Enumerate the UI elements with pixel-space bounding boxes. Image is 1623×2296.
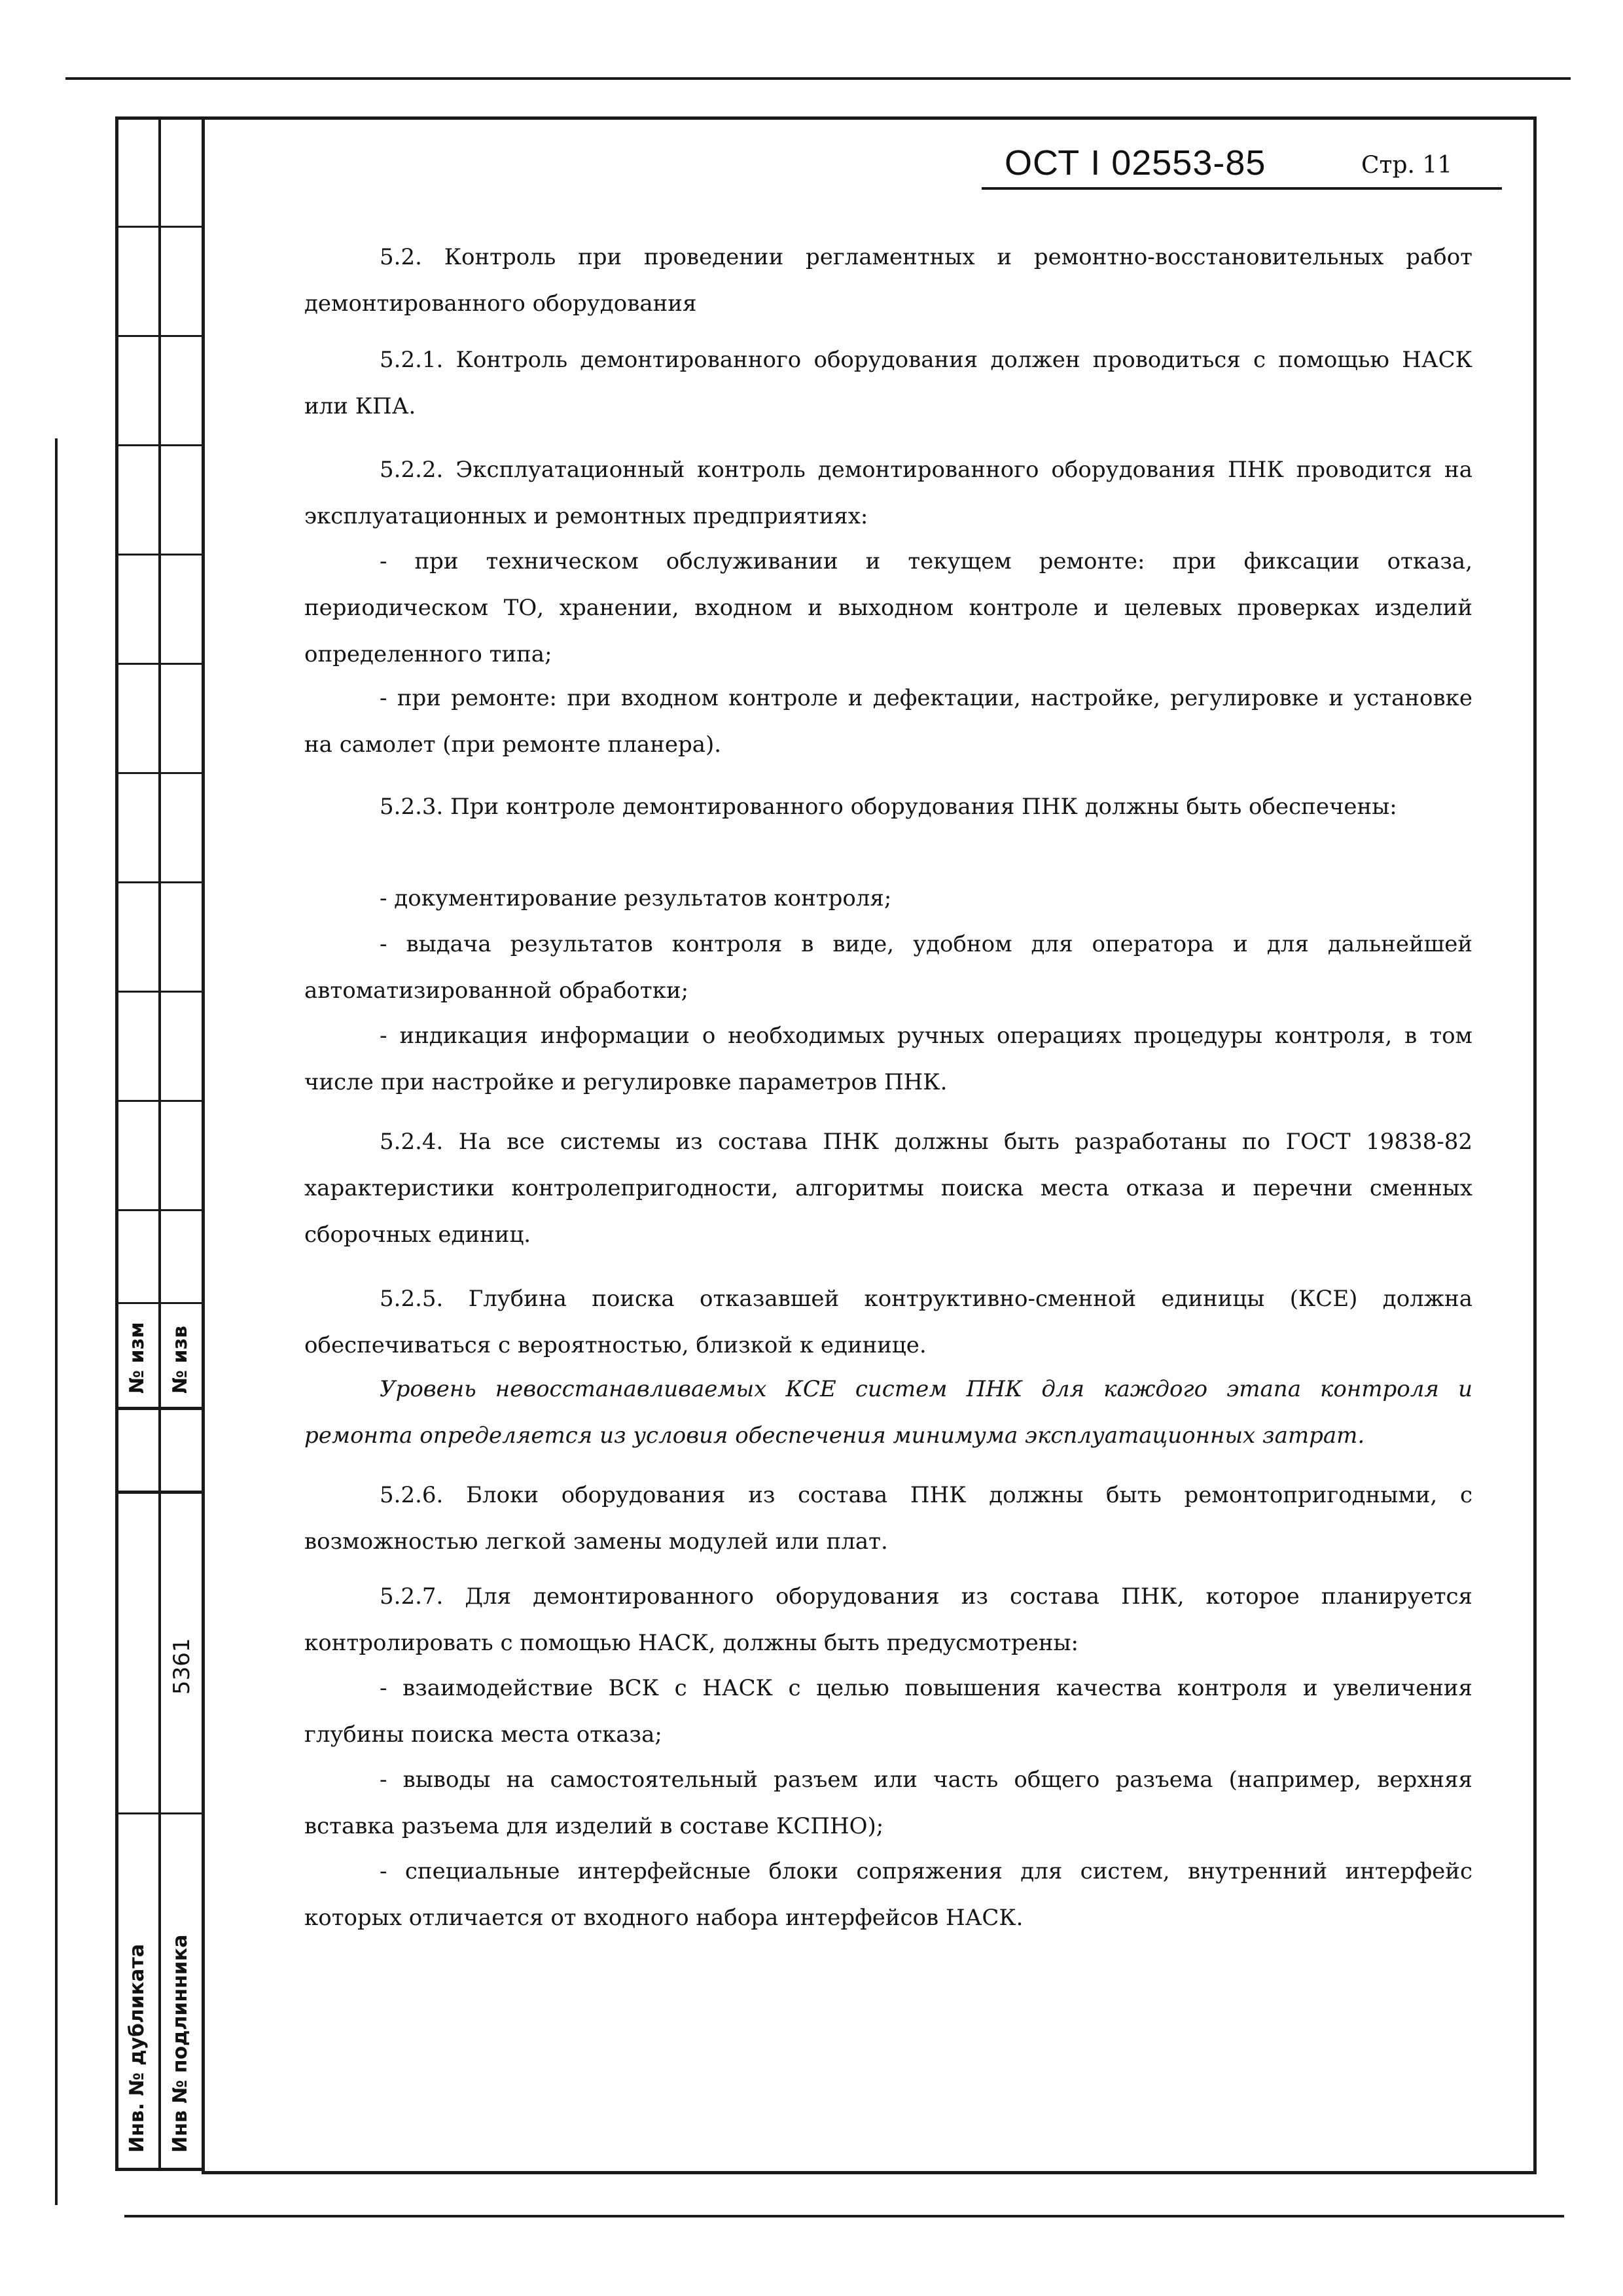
list-item: - выводы на самостоятельный разъем или часть общего разъема (например, верхняя вставка разъема для изделий в составе КСПНО); xyxy=(304,1767,1472,1839)
side-strip-bottom-line xyxy=(115,2168,204,2171)
margin-label-izm: № изм xyxy=(126,1322,149,1394)
paragraph-5-2-5: 5.2.5. Глубина поиска отказавшей контруктивно-сменной единицы (КСЕ) должна обеспечиваться с вероятностью, близкой к единице. xyxy=(304,1286,1472,1358)
paragraph-5-2-3: 5.2.3. При контроле демонтированного оборудования ПНК должны быть обеспечены: xyxy=(380,794,1397,820)
margin-cell-divider xyxy=(115,444,204,446)
margin-cell-divider xyxy=(115,772,204,774)
margin-cell-divider xyxy=(115,1302,204,1304)
margin-section-divider xyxy=(115,1407,204,1410)
paragraph-5-2-7: 5.2.7. Для демонтированного оборудования из состава ПНК, которое планируется контролировать с помощью НАСК, должны быть предусмотрены: xyxy=(304,1583,1472,1656)
margin-column-outer xyxy=(115,116,162,2168)
margin-cell-divider xyxy=(115,335,204,337)
paragraph-5-2-1: 5.2.1. Контроль демонтированного оборудования должен проводиться с помощью НАСК или КПА. xyxy=(304,347,1472,419)
margin-cell-divider xyxy=(115,554,204,556)
page-number: Стр. 11 xyxy=(1361,152,1453,179)
margin-cell-divider xyxy=(115,1100,204,1102)
margin-cell-divider xyxy=(115,881,204,883)
list-item: - документирование результатов контроля; xyxy=(380,885,892,911)
margin-cell-divider xyxy=(115,663,204,665)
margin-cell-divider xyxy=(115,991,204,993)
paragraph-5-2-6: 5.2.6. Блоки оборудования из состава ПНК должны быть ремонтопригодными, с возможностью легкой замены модулей или плат. xyxy=(304,1482,1472,1555)
margin-cell-divider xyxy=(115,1812,204,1814)
margin-label-inv-dublikata: Инв. № дубликата xyxy=(126,1943,149,2153)
paragraph-kse-level: Уровень невосстанавливаемых КСЕ систем ПНК для каждого этапа контроля и ремонта определяется из условия обеспечения минимума эксплуатационных затрат. xyxy=(304,1376,1472,1449)
paragraph-5-2-2: 5.2.2. Эксплуатационный контроль демонтированного оборудования ПНК проводится на эксплуатационных и ремонтных предприятиях: xyxy=(304,457,1472,529)
header-underline xyxy=(982,187,1502,190)
list-item: - индикация информации о необходимых ручных операциях процедуры контроля, в том числе при настройке и регулировке параметров ПНК. xyxy=(304,1023,1472,1095)
list-item: - при ремонте: при входном контроле и дефектации, настройке, регулировке и установке на самолет (при ремонте планера). xyxy=(304,685,1472,758)
margin-label-izv: № изв xyxy=(169,1326,192,1394)
margin-section-divider xyxy=(115,1491,204,1494)
bottom-border-line xyxy=(124,2215,1564,2217)
margin-cell-divider xyxy=(115,226,204,228)
left-edge-line xyxy=(55,438,58,2205)
side-strip-top-line xyxy=(115,116,204,120)
document-code: ОСТ I 02553-85 xyxy=(1005,143,1266,183)
list-item: - выдача результатов контроля в виде, удобном для оператора и для дальнейшей автоматизированной обработки; xyxy=(304,931,1472,1004)
paragraph-5-2-4: 5.2.4. На все системы из состава ПНК должны быть разработаны по ГОСТ 19838-82 характеристики контролепригодности, алгоритмы поиска места отказа и перечни сменных сборочных единиц. xyxy=(304,1129,1472,1248)
margin-label-inv-podlinnika: Инв № подлинника xyxy=(169,1934,192,2153)
margin-cell-divider xyxy=(115,1209,204,1211)
list-item: - взаимодействие ВСК с НАСК с целью повышения качества контроля и увеличения глубины поиска места отказа; xyxy=(304,1675,1472,1748)
top-border-line xyxy=(65,77,1571,80)
margin-column-inner xyxy=(158,116,204,2168)
list-item: - при техническом обслуживании и текущем ремонте: при фиксации отказа, периодическом ТО, хранении, входном и выходном контроле и целевых проверках изделий определенного типа; xyxy=(304,548,1472,667)
margin-number: 5361 xyxy=(169,1638,195,1695)
list-item: - специальные интерфейсные блоки сопряжения для систем, внутренний интерфейс которых отличается от входного набора интерфейсов НАСК. xyxy=(304,1858,1472,1931)
paragraph-5-2: 5.2. Контроль при проведении регламентных и ремонтно-восстановительных работ демонтированного оборудования xyxy=(304,244,1472,317)
